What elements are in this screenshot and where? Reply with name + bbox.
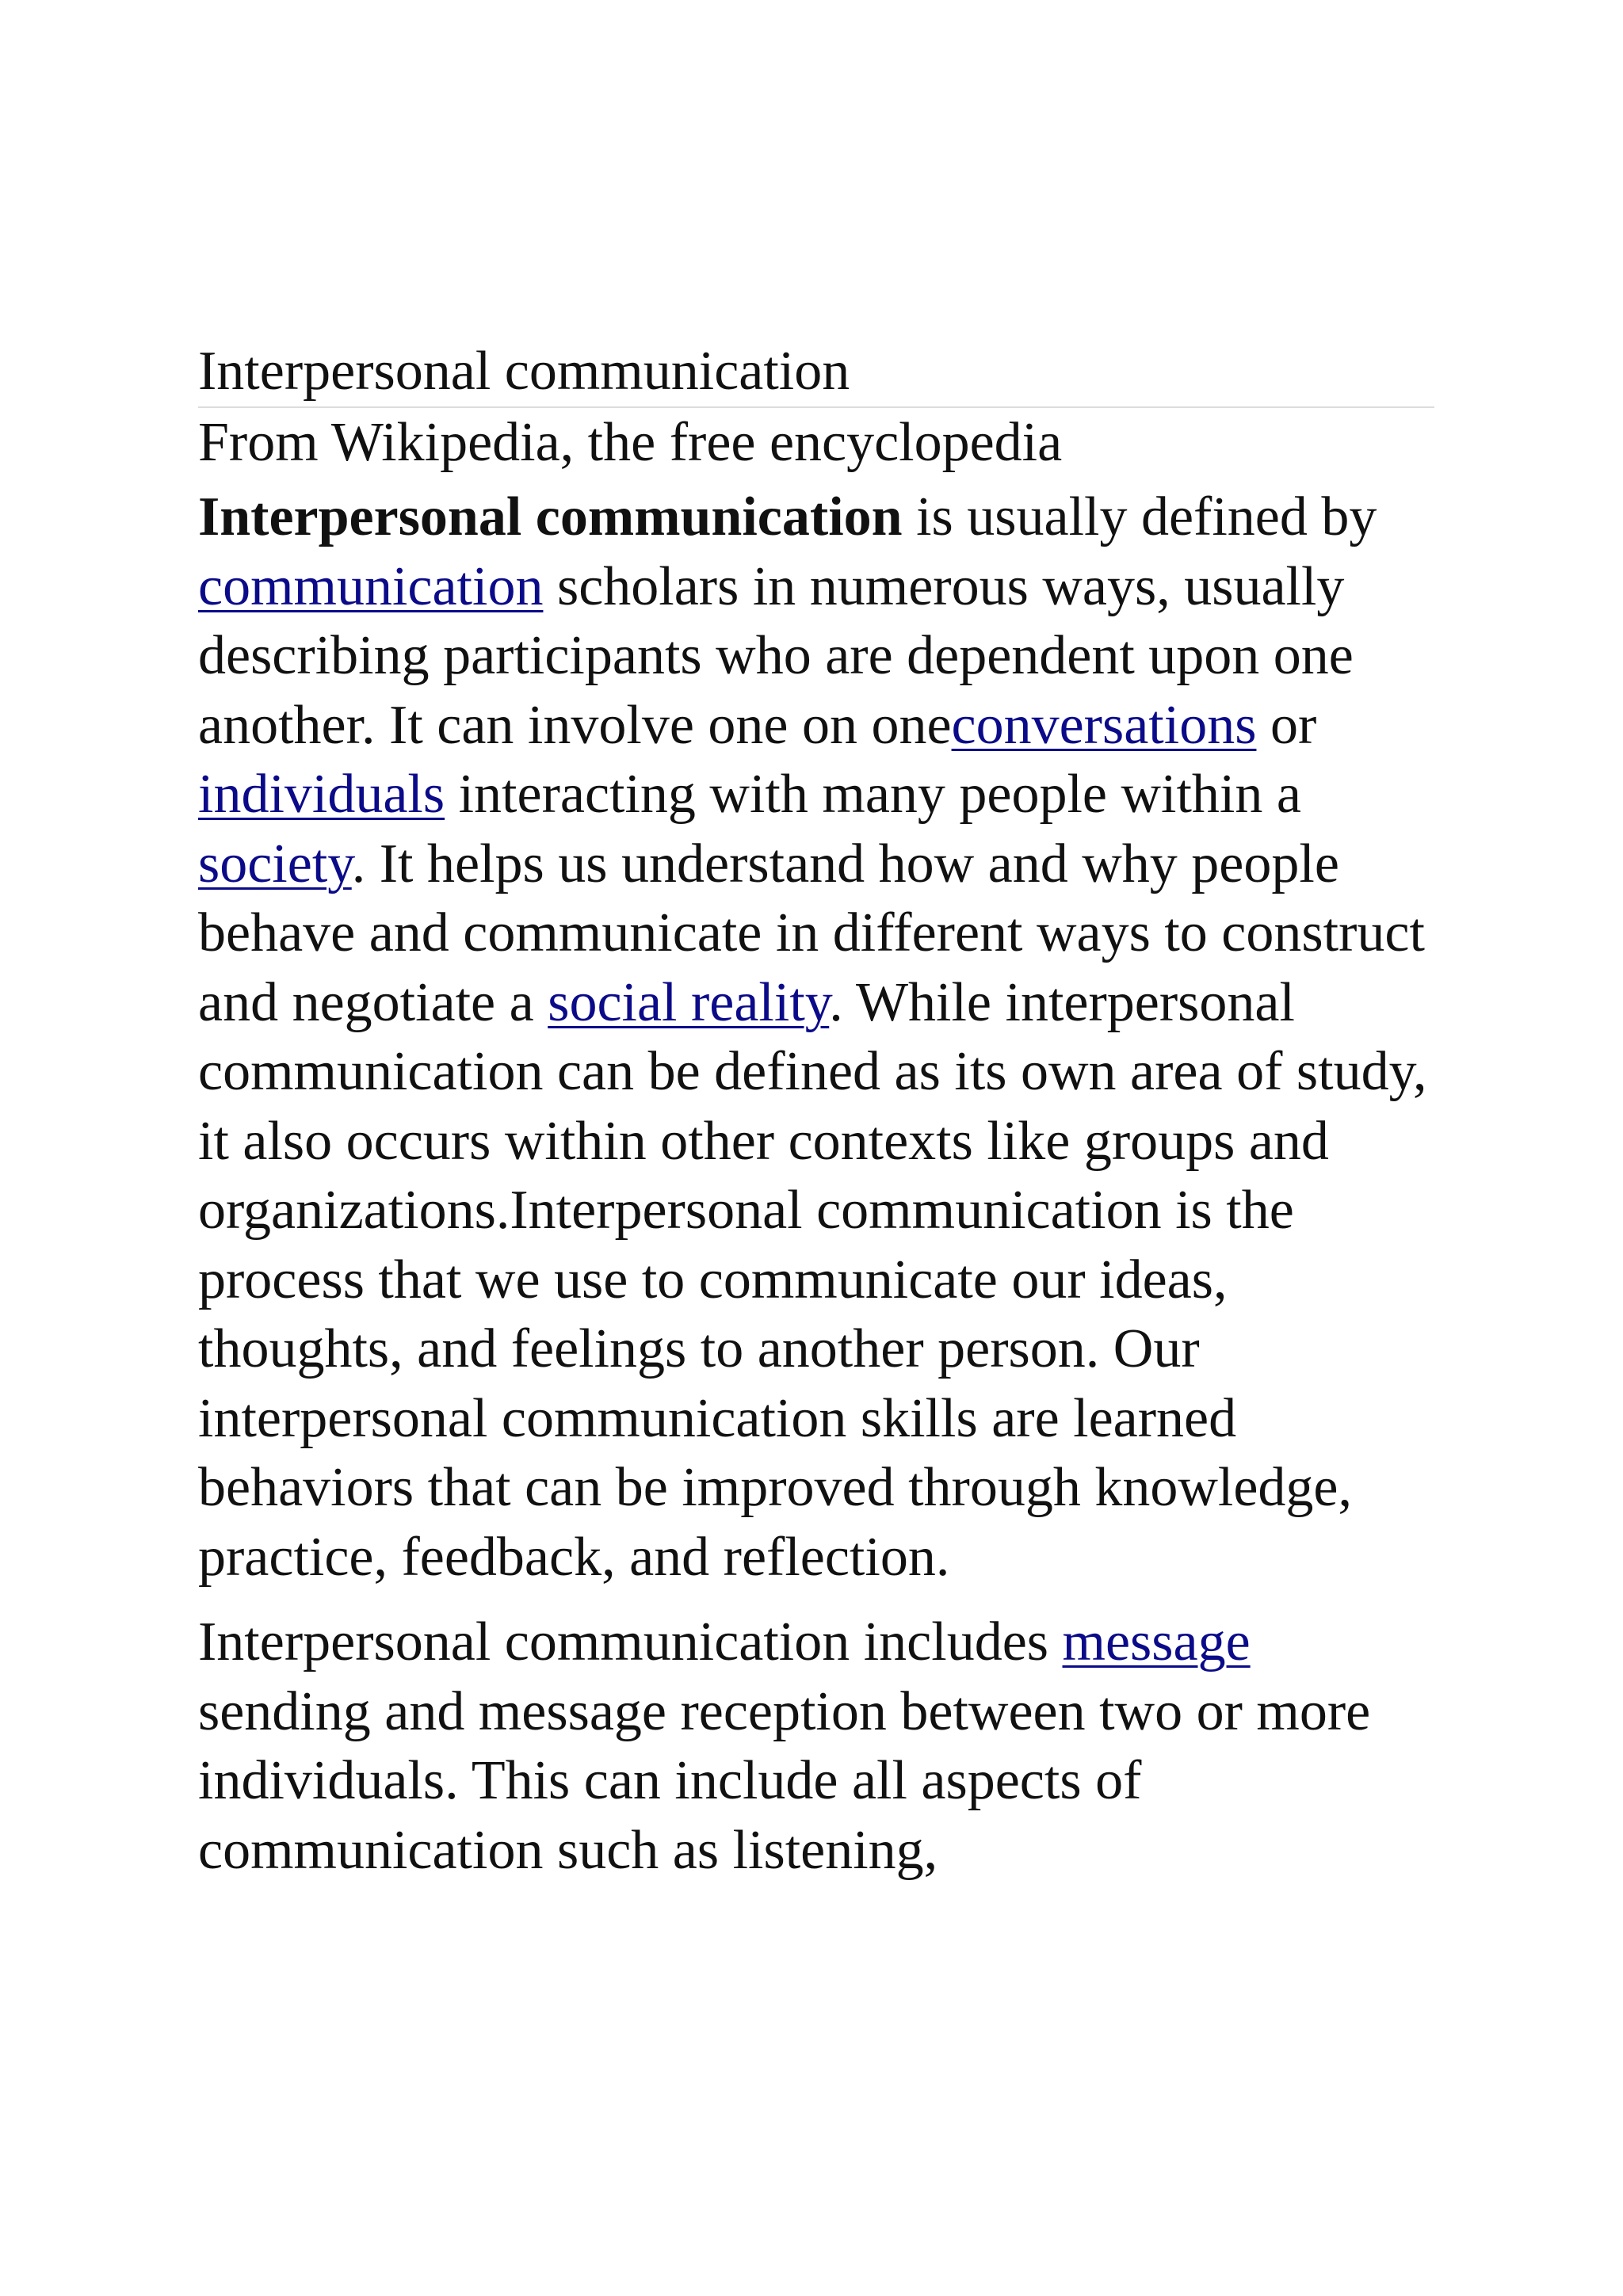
paragraph-text: is usually defined by <box>902 486 1377 547</box>
paragraph-text: . While interpersonal communication can be defined as its own area of study, it also occurs within other contexts like groups and organizations.Interpersonal communication is the process that we use to communicate our ideas, thoughts, and feelings to another person. Our interpersonal communication skills are learned behaviors that can be improved through knowledge, practice, feedback, and reflection. <box>198 971 1427 1588</box>
link-society[interactable]: society <box>198 833 352 894</box>
link-social-reality[interactable]: social reality <box>548 971 830 1033</box>
paragraph-text: Interpersonal communication includes <box>198 1611 1063 1672</box>
paragraph-text: sending and message reception between two or more individuals. This can include all aspects of communication such as listening, <box>198 1680 1371 1881</box>
bold-term: Interpersonal communication <box>198 486 903 547</box>
paragraph-text: interacting with many people within a <box>445 764 1301 825</box>
intro-paragraph <box>198 482 1434 1592</box>
second-paragraph <box>198 1608 1434 1885</box>
page-title: Interpersonal communication <box>198 337 1434 408</box>
link-individuals[interactable]: individuals <box>198 764 445 825</box>
link-message[interactable]: message <box>1062 1611 1251 1672</box>
paragraph-text: or <box>1256 694 1317 756</box>
link-conversations[interactable]: conversations <box>951 694 1257 756</box>
paragraph-text: scholars in numerous ways, usually describing participants who are dependent upon one another. It can involve one on one <box>198 555 1354 756</box>
link-communication[interactable]: communication <box>198 555 544 617</box>
page-subtitle: From Wikipedia, the free encyclopedia <box>198 412 1063 473</box>
paragraph-text: . It helps us understand how and why people behave and communicate in different ways to construct and negotiate a <box>198 833 1425 1033</box>
article-content <box>198 337 1434 1901</box>
